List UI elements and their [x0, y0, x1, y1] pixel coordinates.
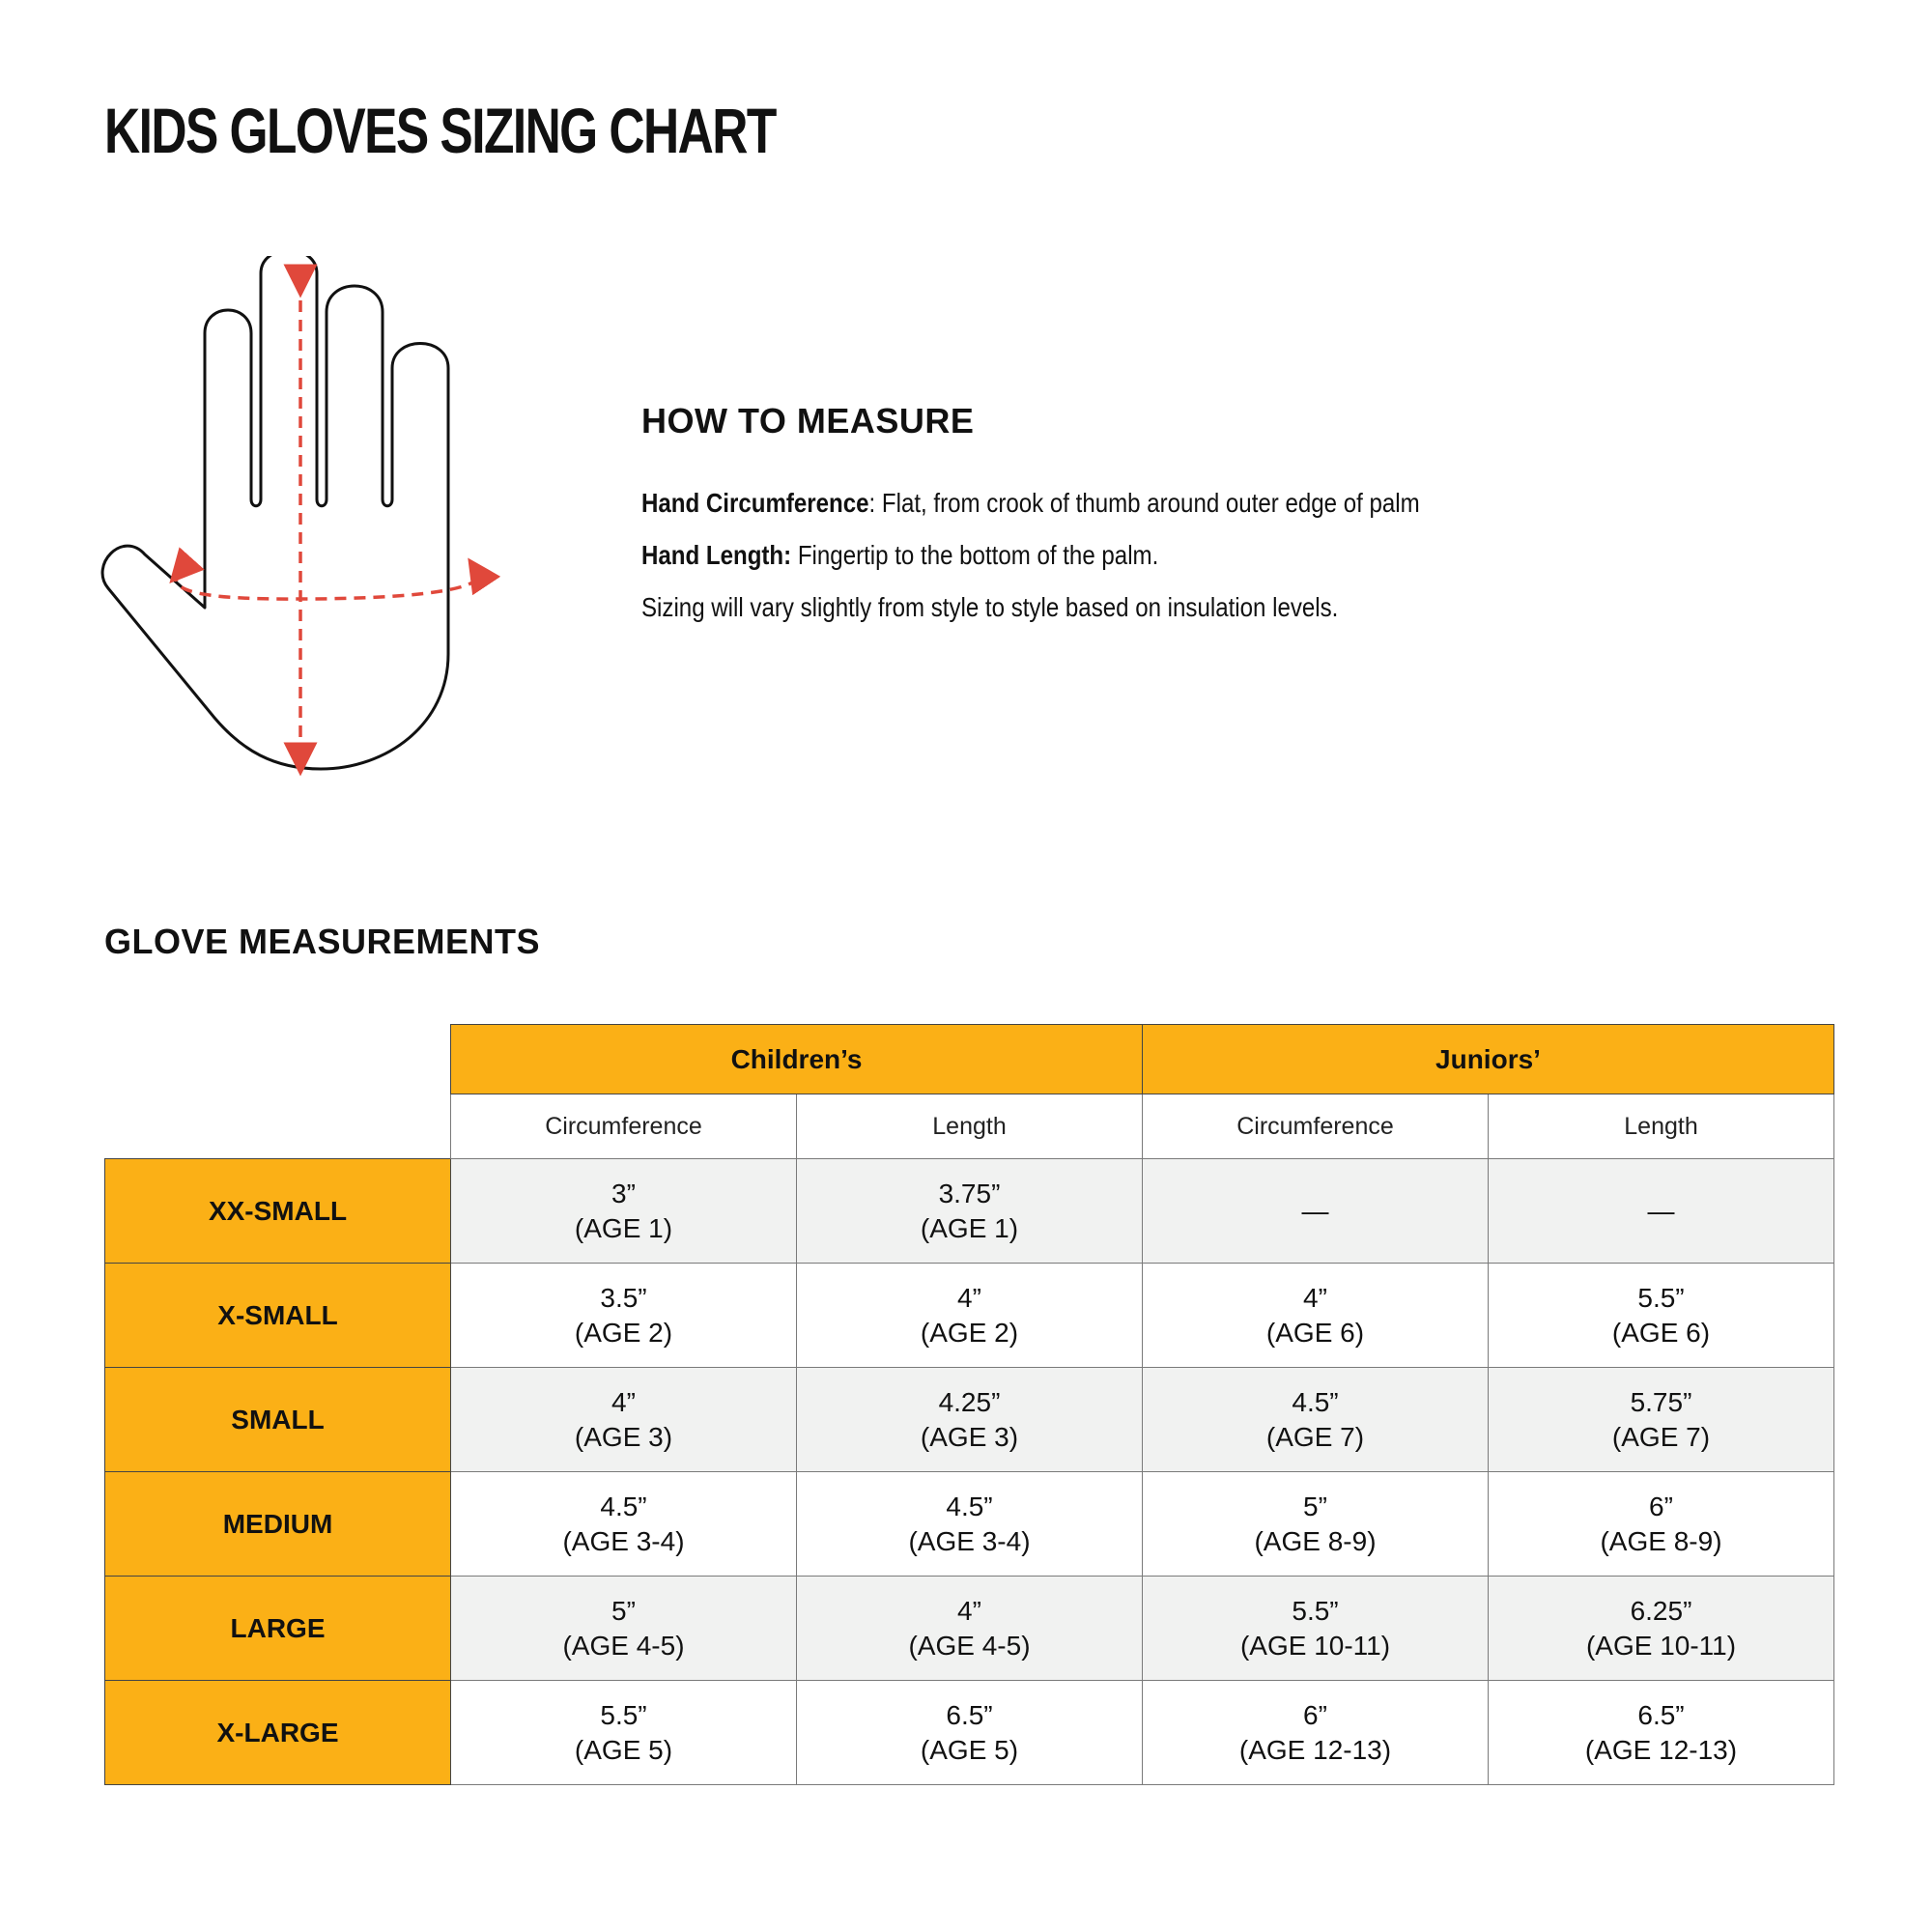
cell-age: (AGE 5) — [574, 1734, 673, 1765]
cell-age: (AGE 8-9) — [1600, 1525, 1722, 1556]
table-row — [105, 1264, 1834, 1368]
column-header-juniors-length: Length — [1489, 1094, 1834, 1159]
table-cell — [797, 1368, 1143, 1472]
cell-age: (AGE 1) — [920, 1212, 1019, 1243]
table-cell — [797, 1577, 1143, 1681]
cell-age: (AGE 8-9) — [1254, 1525, 1377, 1556]
cell-value: 4.25” — [938, 1386, 1001, 1417]
cell-age: (AGE 10-11) — [1585, 1630, 1737, 1661]
cell-age: (AGE 3-4) — [908, 1525, 1031, 1556]
cell-age: (AGE 4-5) — [562, 1630, 685, 1661]
group-header-childrens: Children’s — [451, 1025, 1143, 1094]
how-to-measure-heading: HOW TO MEASURE — [641, 401, 975, 440]
column-header-childrens-length: Length — [797, 1094, 1143, 1159]
cell-value: 5.5” — [1292, 1595, 1339, 1626]
table-cell — [1143, 1681, 1489, 1785]
cell-age: (AGE 2) — [574, 1317, 673, 1348]
cell-value: 3” — [611, 1178, 636, 1208]
how-to-measure-section — [641, 400, 1801, 634]
table-corner — [105, 1025, 451, 1094]
cell-value: 4.5” — [1292, 1386, 1339, 1417]
sizing-table — [104, 1024, 1834, 1785]
table-row — [105, 1472, 1834, 1577]
cell-value: 5.5” — [600, 1699, 647, 1730]
size-label: SMALL — [105, 1368, 451, 1472]
table-cell — [1143, 1368, 1489, 1472]
table-cell — [1489, 1577, 1834, 1681]
size-label: X-LARGE — [105, 1681, 451, 1785]
column-header-juniors-circumference: Circumference — [1143, 1094, 1489, 1159]
table-cell — [451, 1264, 797, 1368]
column-header-childrens-circumference: Circumference — [451, 1094, 797, 1159]
table-cell — [451, 1472, 797, 1577]
cell-value: 4.5” — [946, 1491, 993, 1521]
cell-value: 4.5” — [600, 1491, 647, 1521]
cell-value: 6” — [1649, 1491, 1673, 1521]
cell-age: (AGE 4-5) — [908, 1630, 1031, 1661]
length-text: Fingertip to the bottom of the palm. — [791, 540, 1159, 570]
cell-age: (AGE 12-13) — [1238, 1734, 1392, 1765]
table-cell — [1143, 1472, 1489, 1577]
table-cell — [1489, 1264, 1834, 1368]
length-instruction — [641, 529, 1638, 582]
cell-age: (AGE 10-11) — [1239, 1630, 1391, 1661]
length-label: Hand Length: — [641, 540, 792, 570]
size-label: XX-SMALL — [105, 1159, 451, 1264]
table-cell — [451, 1368, 797, 1472]
hand-measure-illustration — [97, 256, 522, 787]
table-cell — [1489, 1472, 1834, 1577]
cell-value: — — [1301, 1195, 1329, 1226]
table-cell — [1143, 1264, 1489, 1368]
size-label: LARGE — [105, 1577, 451, 1681]
table-cell — [797, 1159, 1143, 1264]
table-row — [105, 1681, 1834, 1785]
circumference-label: Hand Circumference — [641, 488, 869, 518]
cell-age: (AGE 5) — [920, 1734, 1019, 1765]
table-cell — [451, 1681, 797, 1785]
table-cell — [1143, 1159, 1489, 1264]
table-cell — [797, 1681, 1143, 1785]
sizing-note: Sizing will vary slightly from style to style based on insulation levels. — [641, 592, 1339, 622]
page-title: KIDS GLOVES SIZING CHART — [104, 95, 776, 166]
table-corner-sub — [105, 1094, 451, 1159]
table-cell — [1143, 1577, 1489, 1681]
cell-age: (AGE 12-13) — [1584, 1734, 1738, 1765]
cell-age: (AGE 3) — [574, 1421, 673, 1452]
cell-value: 3.75” — [938, 1178, 1001, 1208]
cell-age: (AGE 6) — [1611, 1317, 1711, 1348]
cell-value: 6” — [1303, 1699, 1327, 1730]
cell-value: 5.5” — [1637, 1282, 1685, 1313]
table-cell — [797, 1264, 1143, 1368]
cell-value: 5.75” — [1630, 1386, 1692, 1417]
cell-value: 6.25” — [1630, 1595, 1692, 1626]
cell-value: 6.5” — [946, 1699, 993, 1730]
table-row — [105, 1577, 1834, 1681]
table-cell — [451, 1577, 797, 1681]
cell-value: 5” — [611, 1595, 636, 1626]
cell-value: 4” — [1303, 1282, 1327, 1313]
table-cell — [451, 1159, 797, 1264]
table-cell — [797, 1472, 1143, 1577]
cell-age: (AGE 6) — [1265, 1317, 1365, 1348]
cell-age: (AGE 1) — [574, 1212, 673, 1243]
cell-value: 4” — [957, 1595, 981, 1626]
cell-value: 5” — [1303, 1491, 1327, 1521]
hand-outline — [102, 256, 448, 769]
cell-value: — — [1647, 1195, 1675, 1226]
cell-value: 6.5” — [1637, 1699, 1685, 1730]
cell-age: (AGE 2) — [920, 1317, 1019, 1348]
cell-age: (AGE 7) — [1265, 1421, 1365, 1452]
cell-value: 4” — [957, 1282, 981, 1313]
circumference-instruction — [641, 477, 1638, 529]
cell-value: 4” — [611, 1386, 636, 1417]
cell-age: (AGE 7) — [1611, 1421, 1711, 1452]
cell-age: (AGE 3-4) — [562, 1525, 685, 1556]
glove-measurements-heading: GLOVE MEASUREMENTS — [104, 922, 541, 961]
size-label: X-SMALL — [105, 1264, 451, 1368]
table-cell — [1489, 1159, 1834, 1264]
table-cell — [1489, 1368, 1834, 1472]
table-row — [105, 1368, 1834, 1472]
cell-value: 3.5” — [600, 1282, 647, 1313]
size-label: MEDIUM — [105, 1472, 451, 1577]
table-cell — [1489, 1681, 1834, 1785]
group-header-juniors: Juniors’ — [1143, 1025, 1834, 1094]
table-row — [105, 1159, 1834, 1264]
circumference-text: : Flat, from crook of thumb around outer edge of palm — [868, 488, 1420, 518]
cell-age: (AGE 3) — [920, 1421, 1019, 1452]
